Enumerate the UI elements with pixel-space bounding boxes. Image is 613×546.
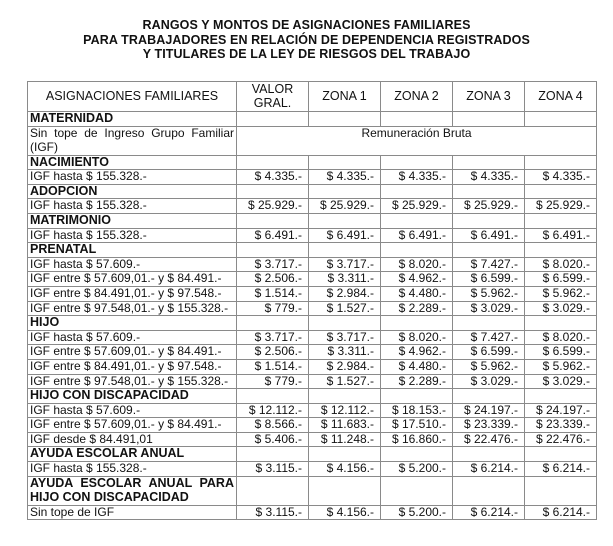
empty-cell <box>453 155 525 170</box>
row-label: IGF hasta $ 155.328.- <box>28 228 237 243</box>
zona-2-cell: $ 16.860.- <box>381 432 453 447</box>
header-zona-2: ZONA 2 <box>381 82 453 112</box>
zona-1-cell: $ 2.984.- <box>309 359 381 374</box>
title-line-1: RANGOS Y MONTOS DE ASIGNACIONES FAMILIARES <box>142 18 471 32</box>
empty-cell <box>453 213 525 228</box>
zona-3-cell: $ 7.427.- <box>453 257 525 272</box>
zona-3-cell: $ 22.476.- <box>453 432 525 447</box>
valor-gral-cell: $ 1.514.- <box>237 286 309 301</box>
zona-4-cell: $ 3.029.- <box>525 374 597 389</box>
valor-gral-cell: $ 4.335.- <box>237 170 309 185</box>
zona-1-cell: $ 11.683.- <box>309 418 381 433</box>
table-row <box>28 403 597 418</box>
section-label: AYUDA ESCOLAR ANUAL PARA HIJO CON DISCAPACIDAD <box>28 476 237 505</box>
asignaciones-table <box>27 81 597 520</box>
empty-cell <box>525 447 597 462</box>
valor-gral-cell: $ 3.717.- <box>237 330 309 345</box>
zona-2-cell: $ 8.020.- <box>381 330 453 345</box>
empty-cell <box>381 243 453 258</box>
empty-cell <box>309 447 381 462</box>
table-row <box>28 286 597 301</box>
zona-1-cell: $ 3.311.- <box>309 272 381 287</box>
empty-cell <box>309 476 381 505</box>
zona-3-cell: $ 25.929.- <box>453 199 525 214</box>
zona-4-cell: $ 5.962.- <box>525 359 597 374</box>
zona-2-cell: $ 4.962.- <box>381 272 453 287</box>
valor-gral-cell: $ 2.506.- <box>237 272 309 287</box>
zona-2-cell: $ 25.929.- <box>381 199 453 214</box>
valor-gral-cell: $ 3.717.- <box>237 257 309 272</box>
section-label: MATRIMONIO <box>28 213 237 228</box>
table-row <box>28 257 597 272</box>
zona-3-cell: $ 6.214.- <box>453 505 525 520</box>
valor-gral-cell: $ 3.115.- <box>237 462 309 477</box>
valor-gral-cell: $ 12.112.- <box>237 403 309 418</box>
zona-4-cell: $ 6.491.- <box>525 228 597 243</box>
section-label: PRENATAL <box>28 243 237 258</box>
table-row <box>28 432 597 447</box>
table-row <box>28 330 597 345</box>
zona-2-cell: $ 4.480.- <box>381 286 453 301</box>
empty-cell <box>309 389 381 404</box>
zona-1-cell: $ 3.717.- <box>309 330 381 345</box>
section-label: ADOPCION <box>28 184 237 199</box>
empty-cell <box>381 447 453 462</box>
zona-1-cell: $ 1.527.- <box>309 301 381 316</box>
empty-cell <box>309 316 381 331</box>
zona-2-cell: $ 5.200.- <box>381 462 453 477</box>
zona-3-cell: $ 23.339.- <box>453 418 525 433</box>
table-row <box>28 359 597 374</box>
empty-cell <box>525 155 597 170</box>
zona-1-cell: $ 4.156.- <box>309 505 381 520</box>
header-asignaciones: ASIGNACIONES FAMILIARES <box>28 82 237 112</box>
empty-cell <box>237 447 309 462</box>
zona-1-cell: $ 3.717.- <box>309 257 381 272</box>
section-row-ayuda-disc <box>28 476 597 505</box>
header-zona-4: ZONA 4 <box>525 82 597 112</box>
zona-2-cell: $ 2.289.- <box>381 301 453 316</box>
section-label: NACIMIENTO <box>28 155 237 170</box>
empty-cell <box>453 243 525 258</box>
valor-gral-cell: $ 8.566.- <box>237 418 309 433</box>
zona-2-cell: $ 4.335.- <box>381 170 453 185</box>
empty-cell <box>525 112 597 127</box>
row-label: Sin tope de IGF <box>28 505 237 520</box>
zona-4-cell: $ 6.214.- <box>525 462 597 477</box>
row-label: IGF hasta $ 57.609.- <box>28 257 237 272</box>
zona-1-cell: $ 6.491.- <box>309 228 381 243</box>
row-label: IGF entre $ 97.548,01.- y $ 155.328.- <box>28 374 237 389</box>
zona-3-cell: $ 3.029.- <box>453 301 525 316</box>
table-row <box>28 272 597 287</box>
table-row <box>28 418 597 433</box>
valor-gral-cell: $ 1.514.- <box>237 359 309 374</box>
row-label: IGF entre $ 97.548,01.- y $ 155.328.- <box>28 301 237 316</box>
zona-3-cell: $ 24.197.- <box>453 403 525 418</box>
valor-gral-cell: $ 5.406.- <box>237 432 309 447</box>
document-title <box>0 18 613 62</box>
row-label: IGF hasta $ 57.609.- <box>28 330 237 345</box>
empty-cell <box>237 213 309 228</box>
header-gral: GRAL. <box>253 95 292 110</box>
header-row <box>28 82 597 112</box>
table-row <box>28 462 597 477</box>
zona-2-cell: $ 4.480.- <box>381 359 453 374</box>
zona-1-cell: $ 1.527.- <box>309 374 381 389</box>
zona-2-cell: $ 5.200.- <box>381 505 453 520</box>
zona-4-cell: $ 6.599.- <box>525 272 597 287</box>
zona-2-cell: $ 8.020.- <box>381 257 453 272</box>
section-label: HIJO <box>28 316 237 331</box>
row-label: IGF desde $ 84.491,01 <box>28 432 237 447</box>
zona-3-cell: $ 5.962.- <box>453 359 525 374</box>
table-row-maternidad <box>28 126 597 155</box>
empty-cell <box>309 184 381 199</box>
section-row-prenatal <box>28 243 597 258</box>
empty-cell <box>453 447 525 462</box>
zona-1-cell: $ 12.112.- <box>309 403 381 418</box>
empty-cell <box>453 316 525 331</box>
zona-4-cell: $ 6.599.- <box>525 345 597 360</box>
table-row <box>28 228 597 243</box>
zona-1-cell: $ 4.156.- <box>309 462 381 477</box>
empty-cell <box>453 476 525 505</box>
section-row-maternidad <box>28 112 597 127</box>
section-row-matrimonio <box>28 213 597 228</box>
empty-cell <box>381 112 453 127</box>
empty-cell <box>525 213 597 228</box>
empty-cell <box>525 476 597 505</box>
zona-1-cell: $ 2.984.- <box>309 286 381 301</box>
zona-3-cell: $ 6.599.- <box>453 272 525 287</box>
zona-4-cell: $ 24.197.- <box>525 403 597 418</box>
title-line-2: PARA TRABAJADORES EN RELACIÓN DE DEPENDENCIA REGISTRADOS <box>83 32 530 47</box>
empty-cell <box>381 184 453 199</box>
empty-cell <box>453 112 525 127</box>
empty-cell <box>237 155 309 170</box>
zona-1-cell: $ 4.335.- <box>309 170 381 185</box>
empty-cell <box>381 213 453 228</box>
empty-cell <box>309 112 381 127</box>
section-label: AYUDA ESCOLAR ANUAL <box>28 447 237 462</box>
empty-cell <box>309 155 381 170</box>
row-label: IGF entre $ 57.609,01.- y $ 84.491.- <box>28 345 237 360</box>
zona-4-cell: $ 25.929.- <box>525 199 597 214</box>
title-line-3: Y TITULARES DE LA LEY DE RIESGOS DEL TRABAJO <box>142 47 471 61</box>
empty-cell <box>525 243 597 258</box>
zona-1-cell: $ 3.311.- <box>309 345 381 360</box>
zona-3-cell: $ 5.962.- <box>453 286 525 301</box>
row-label: IGF hasta $ 155.328.- <box>28 462 237 477</box>
empty-cell <box>237 243 309 258</box>
empty-cell <box>381 476 453 505</box>
row-label: IGF entre $ 84.491,01.- y $ 97.548.- <box>28 359 237 374</box>
valor-gral-cell: $ 25.929.- <box>237 199 309 214</box>
table-row <box>28 199 597 214</box>
table-row <box>28 170 597 185</box>
table-row <box>28 374 597 389</box>
row-label: IGF hasta $ 155.328.- <box>28 199 237 214</box>
valor-gral-cell: $ 6.491.- <box>237 228 309 243</box>
empty-cell <box>525 316 597 331</box>
zona-3-cell: $ 6.214.- <box>453 462 525 477</box>
header-valor-gral <box>237 82 309 112</box>
zona-2-cell: $ 4.962.- <box>381 345 453 360</box>
zona-3-cell: $ 3.029.- <box>453 374 525 389</box>
section-row-hijo-disc <box>28 389 597 404</box>
row-label: IGF entre $ 84.491,01.- y $ 97.548.- <box>28 286 237 301</box>
header-valor: VALOR <box>251 82 294 96</box>
section-label: HIJO CON DISCAPACIDAD <box>28 389 237 404</box>
zona-4-cell: $ 3.029.- <box>525 301 597 316</box>
section-row-nacimiento <box>28 155 597 170</box>
empty-cell <box>237 112 309 127</box>
zona-3-cell: $ 6.491.- <box>453 228 525 243</box>
empty-cell <box>237 316 309 331</box>
zona-4-cell: $ 8.020.- <box>525 257 597 272</box>
table-row <box>28 345 597 360</box>
zona-4-cell: $ 22.476.- <box>525 432 597 447</box>
zona-1-cell: $ 11.248.- <box>309 432 381 447</box>
section-row-adopcion <box>28 184 597 199</box>
section-row-hijo <box>28 316 597 331</box>
zona-3-cell: $ 4.335.- <box>453 170 525 185</box>
valor-gral-cell: $ 779.- <box>237 301 309 316</box>
zona-2-cell: $ 17.510.- <box>381 418 453 433</box>
zona-4-cell: $ 4.335.- <box>525 170 597 185</box>
empty-cell <box>237 389 309 404</box>
valor-gral-cell: $ 2.506.- <box>237 345 309 360</box>
header-zona-1: ZONA 1 <box>309 82 381 112</box>
table-row <box>28 301 597 316</box>
header-zona-3: ZONA 3 <box>453 82 525 112</box>
zona-2-cell: $ 2.289.- <box>381 374 453 389</box>
zona-3-cell: $ 6.599.- <box>453 345 525 360</box>
row-label: Sin tope de Ingreso Grupo Familiar (IGF) <box>28 126 237 155</box>
empty-cell <box>525 184 597 199</box>
zona-4-cell: $ 5.962.- <box>525 286 597 301</box>
remuneracion-bruta: Remuneración Bruta <box>237 126 597 155</box>
zona-4-cell: $ 8.020.- <box>525 330 597 345</box>
empty-cell <box>237 184 309 199</box>
row-label: IGF entre $ 57.609,01.- y $ 84.491.- <box>28 418 237 433</box>
empty-cell <box>381 316 453 331</box>
valor-gral-cell: $ 3.115.- <box>237 505 309 520</box>
empty-cell <box>525 389 597 404</box>
empty-cell <box>309 213 381 228</box>
empty-cell <box>237 476 309 505</box>
row-label: IGF entre $ 57.609,01.- y $ 84.491.- <box>28 272 237 287</box>
row-label: IGF hasta $ 155.328.- <box>28 170 237 185</box>
empty-cell <box>453 389 525 404</box>
zona-4-cell: $ 23.339.- <box>525 418 597 433</box>
valor-gral-cell: $ 779.- <box>237 374 309 389</box>
zona-1-cell: $ 25.929.- <box>309 199 381 214</box>
zona-3-cell: $ 7.427.- <box>453 330 525 345</box>
zona-2-cell: $ 6.491.- <box>381 228 453 243</box>
section-label: MATERNIDAD <box>28 112 237 127</box>
empty-cell <box>381 389 453 404</box>
section-row-ayuda <box>28 447 597 462</box>
table-row <box>28 505 597 520</box>
empty-cell <box>453 184 525 199</box>
row-label: IGF hasta $ 57.609.- <box>28 403 237 418</box>
zona-2-cell: $ 18.153.- <box>381 403 453 418</box>
zona-4-cell: $ 6.214.- <box>525 505 597 520</box>
empty-cell <box>309 243 381 258</box>
empty-cell <box>381 155 453 170</box>
